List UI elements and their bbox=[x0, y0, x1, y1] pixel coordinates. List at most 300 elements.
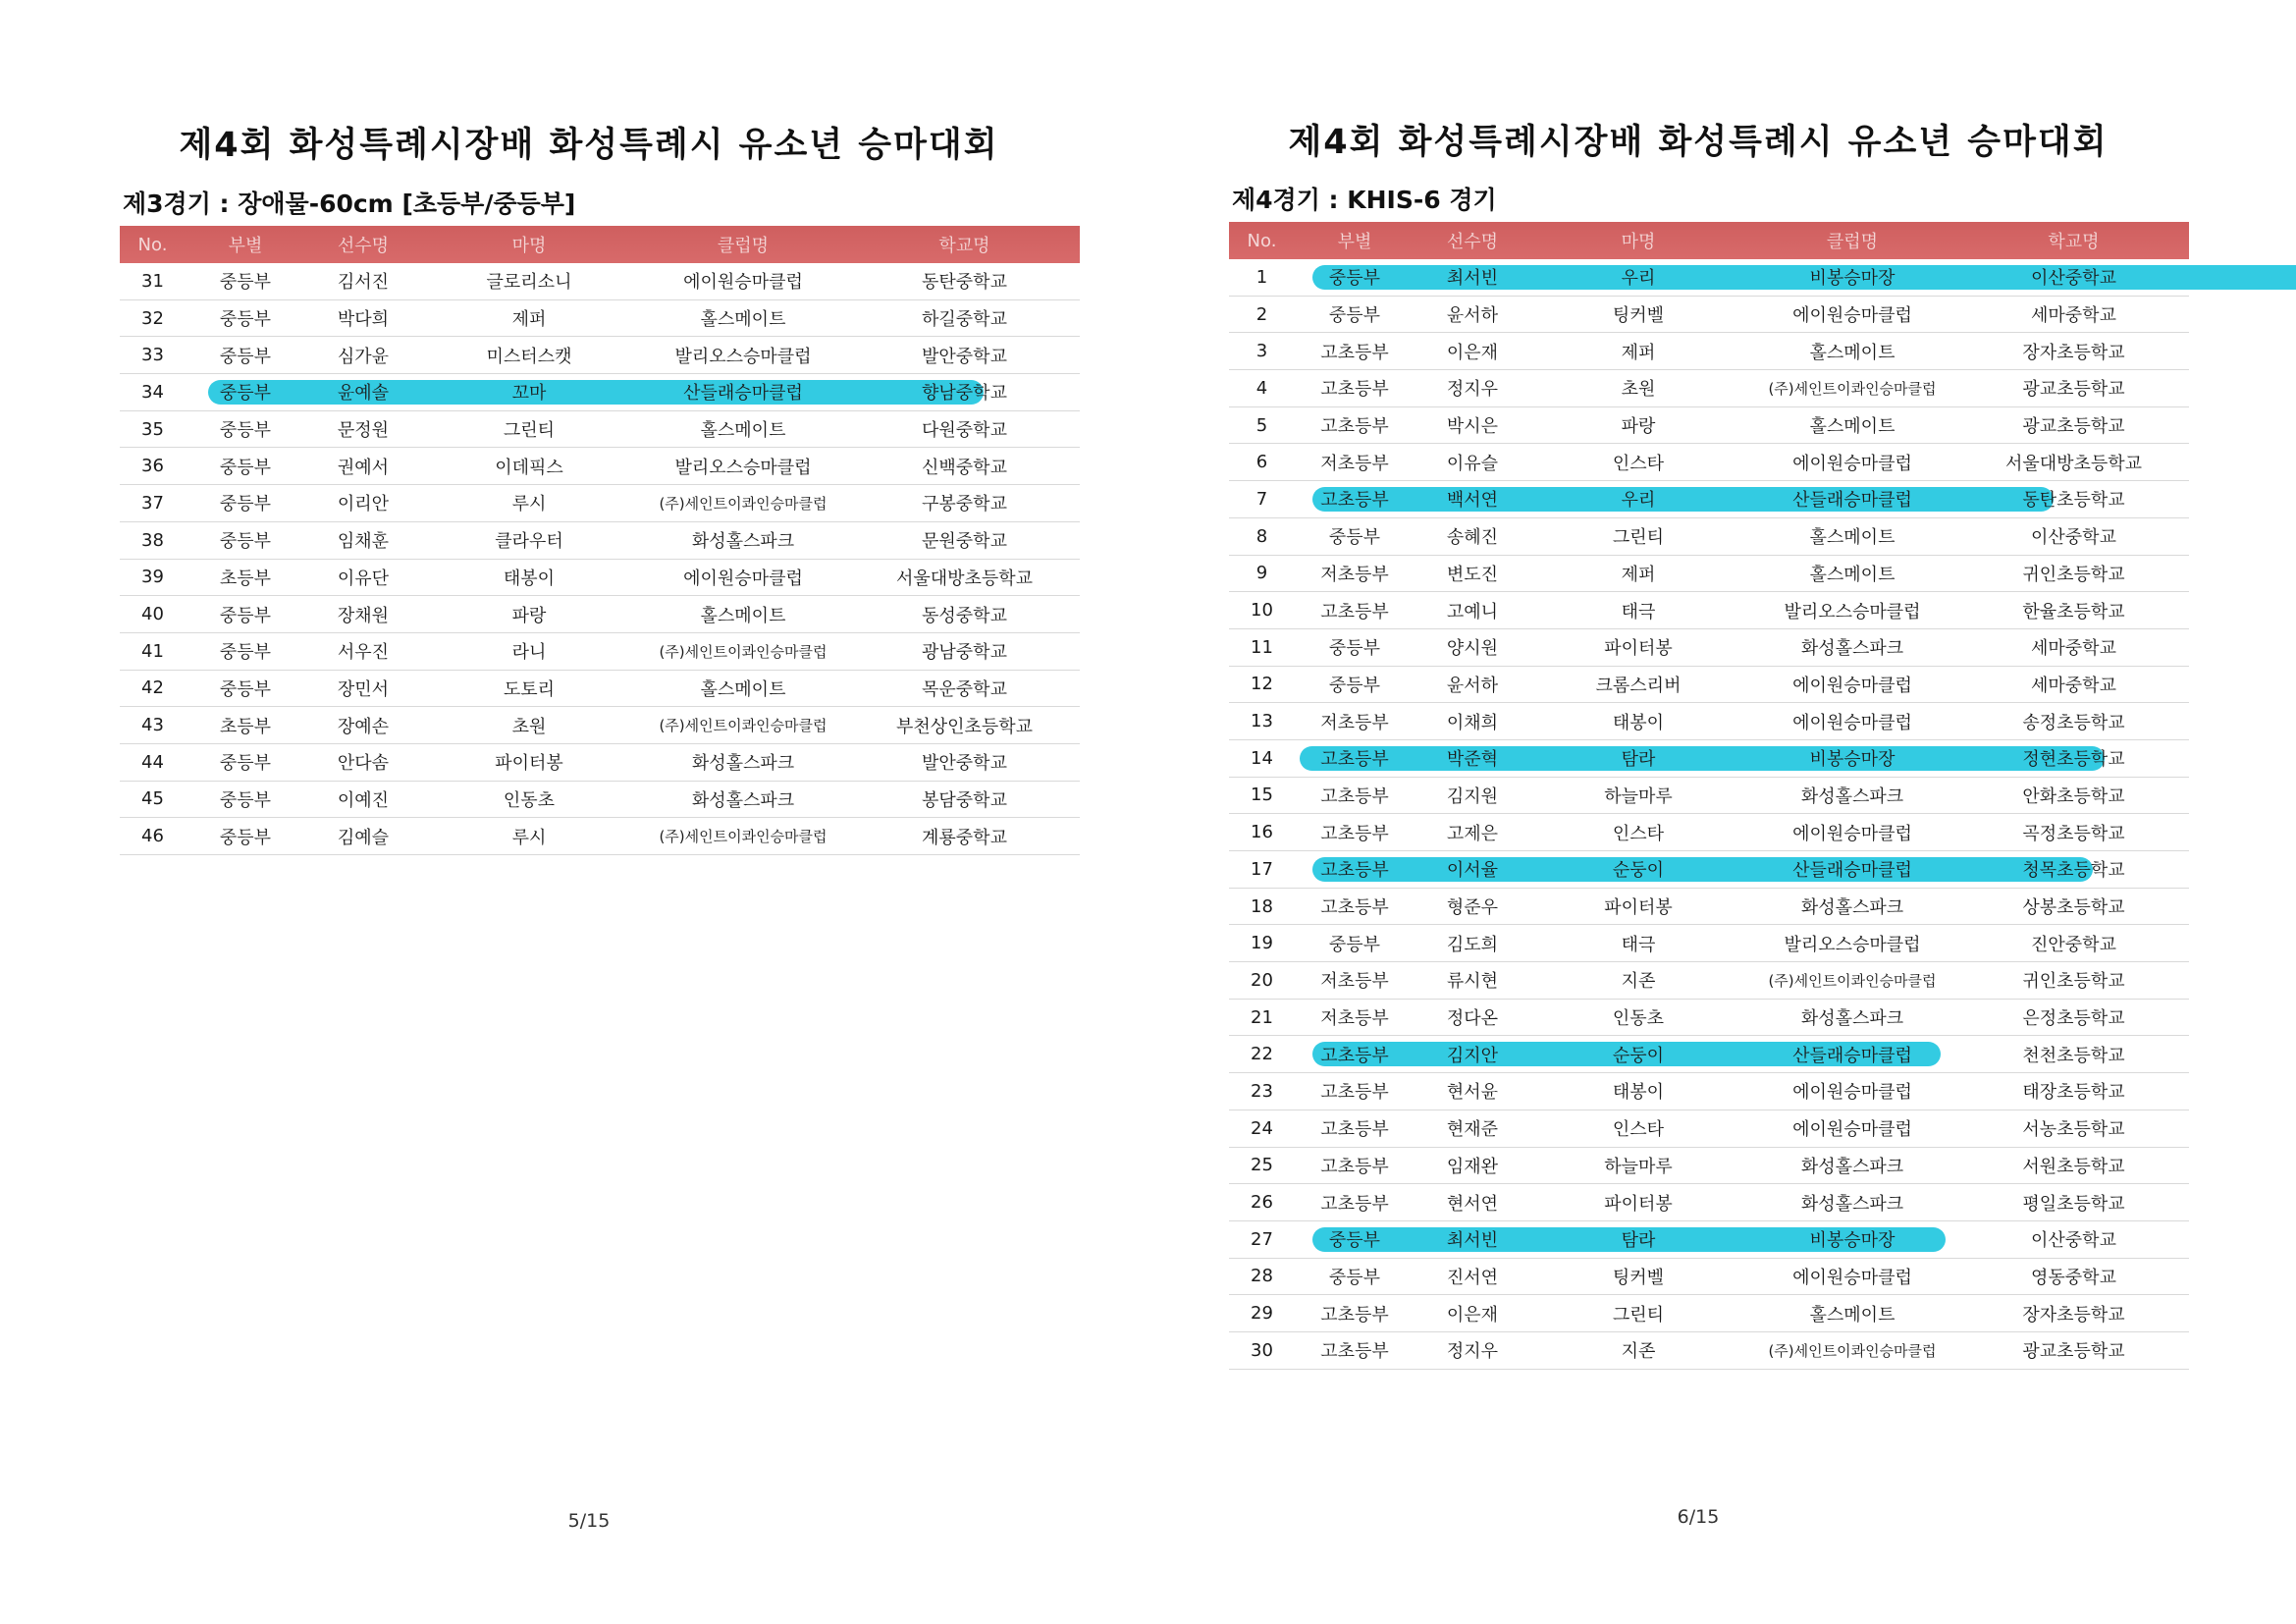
table-row bbox=[1229, 778, 2189, 815]
cell-club: 에이원승마클럽 bbox=[1792, 305, 1912, 327]
cell-club: 산들래승마클럽 bbox=[1792, 490, 1912, 512]
cell-no: 14 bbox=[1251, 747, 1273, 769]
cell-school: 이산중학교 bbox=[2031, 1230, 2116, 1252]
cell-club: 홀스메이트 bbox=[1809, 342, 1896, 363]
cell-horse: 태극 bbox=[1621, 934, 1656, 955]
table-row bbox=[1229, 556, 2189, 593]
cell-no: 40 bbox=[141, 604, 164, 625]
table-row bbox=[120, 374, 1080, 411]
cell-rider: 형준우 bbox=[1446, 897, 1499, 919]
section-title: 제4경기 : KHIS-6 경기 bbox=[1232, 186, 1497, 214]
cell-school: 진안중학교 bbox=[2031, 934, 2116, 955]
cell-no: 5 bbox=[1255, 414, 1268, 436]
table-row bbox=[120, 485, 1080, 522]
cell-no: 23 bbox=[1251, 1080, 1273, 1102]
cell-rider: 양시원 bbox=[1446, 638, 1499, 660]
cell-division: 중등부 bbox=[1328, 268, 1381, 290]
cell-club: 화성홀스파크 bbox=[1800, 1156, 1904, 1177]
cell-club: 홀스메이트 bbox=[1809, 1304, 1896, 1326]
cell-school: 하길중학교 bbox=[922, 309, 1007, 331]
cell-no: 9 bbox=[1255, 563, 1268, 584]
cell-horse: 제퍼 bbox=[1621, 342, 1656, 363]
header-club: 클럽명 bbox=[717, 236, 770, 256]
table-row bbox=[1229, 1073, 2189, 1110]
cell-horse: 파이터봉 bbox=[1604, 1193, 1673, 1215]
table-row bbox=[1229, 925, 2189, 962]
table-row bbox=[1229, 1295, 2189, 1332]
cell-no: 3 bbox=[1255, 341, 1268, 362]
cell-school: 세마중학교 bbox=[2031, 638, 2116, 660]
cell-division: 고초등부 bbox=[1320, 416, 1389, 438]
cell-horse: 파이터봉 bbox=[495, 753, 563, 775]
cell-club: 화성홀스파크 bbox=[691, 531, 795, 553]
cell-club: 화성홀스파크 bbox=[1800, 897, 1904, 919]
cell-rider: 송혜진 bbox=[1446, 527, 1499, 549]
cell-club: 홀스메이트 bbox=[700, 420, 786, 442]
header-school: 학교명 bbox=[938, 236, 990, 256]
cell-division: 저초등부 bbox=[1320, 971, 1389, 993]
cell-horse: 파랑 bbox=[1621, 416, 1656, 438]
header-division: 부별 bbox=[228, 236, 263, 256]
cell-no: 43 bbox=[141, 715, 164, 736]
cell-division: 중등부 bbox=[219, 753, 272, 775]
cell-school: 안화초등학교 bbox=[2022, 785, 2125, 807]
document-title: 제4회 화성특례시장배 화성특례시 유소년 승마대회 bbox=[179, 126, 999, 165]
cell-rider: 최서빈 bbox=[1446, 1230, 1499, 1252]
cell-horse: 라니 bbox=[511, 642, 547, 664]
cell-no: 45 bbox=[141, 788, 164, 810]
table-row bbox=[1229, 1332, 2189, 1370]
table-body bbox=[1229, 259, 2189, 1370]
cell-club: 발리오스승마클럽 bbox=[1784, 934, 1921, 955]
cell-school: 구봉중학교 bbox=[922, 494, 1007, 515]
cell-school: 봉담중학교 bbox=[922, 789, 1007, 811]
cell-division: 고초등부 bbox=[1320, 342, 1389, 363]
cell-horse: 하늘마루 bbox=[1604, 785, 1673, 807]
section-title: 제3경기 : 장애물-60cm [초등부/중등부] bbox=[123, 189, 576, 218]
table-row bbox=[120, 300, 1080, 338]
table-row bbox=[1229, 667, 2189, 704]
cell-club: (주)세인트이콰인승마클럽 bbox=[659, 717, 828, 735]
cell-rider: 백서연 bbox=[1446, 490, 1499, 512]
cell-no: 15 bbox=[1251, 785, 1273, 806]
table-body bbox=[120, 263, 1080, 855]
cell-rider: 김도희 bbox=[1446, 934, 1499, 955]
table-row bbox=[1229, 370, 2189, 407]
table-row bbox=[1229, 1184, 2189, 1221]
cell-club: 화성홀스파크 bbox=[691, 753, 795, 775]
cell-horse: 인스타 bbox=[1612, 453, 1665, 474]
cell-rider: 고제은 bbox=[1446, 823, 1499, 844]
table-row bbox=[120, 633, 1080, 671]
cell-school: 송정초등학교 bbox=[2022, 712, 2125, 733]
document-title: 제4회 화성특례시장배 화성특례시 유소년 승마대회 bbox=[1288, 123, 2109, 162]
cell-horse: 우리 bbox=[1621, 268, 1656, 290]
cell-club: 에이원승마클럽 bbox=[1792, 823, 1912, 844]
cell-rider: 장예손 bbox=[337, 716, 390, 737]
cell-school: 광교초등학교 bbox=[2022, 416, 2125, 438]
cell-division: 고초등부 bbox=[1320, 1082, 1389, 1104]
cell-club: 에이원승마클럽 bbox=[1792, 1082, 1912, 1104]
cell-division: 고초등부 bbox=[1320, 823, 1389, 844]
cell-horse: 팅커벨 bbox=[1612, 1267, 1665, 1288]
cell-division: 중등부 bbox=[219, 309, 272, 331]
cell-school: 신백중학교 bbox=[922, 457, 1007, 478]
cell-horse: 인스타 bbox=[1612, 823, 1665, 844]
cell-school: 동성중학교 bbox=[922, 605, 1007, 626]
cell-rider: 이리안 bbox=[337, 494, 390, 515]
cell-division: 중등부 bbox=[219, 678, 272, 700]
cell-horse: 하늘마루 bbox=[1604, 1156, 1673, 1177]
cell-rider: 현재준 bbox=[1446, 1119, 1499, 1141]
table-row bbox=[120, 596, 1080, 633]
cell-rider: 정지우 bbox=[1446, 379, 1499, 401]
cell-division: 고초등부 bbox=[1320, 897, 1389, 919]
cell-no: 42 bbox=[141, 677, 164, 699]
cell-rider: 장채원 bbox=[337, 605, 390, 626]
header-horse: 마명 bbox=[1621, 232, 1656, 252]
cell-club: 화성홀스파크 bbox=[1800, 638, 1904, 660]
cell-rider: 이유단 bbox=[337, 568, 390, 589]
page-number: 5/15 bbox=[567, 1510, 611, 1532]
cell-rider: 박시은 bbox=[1446, 416, 1499, 438]
table-row bbox=[120, 522, 1080, 560]
cell-horse: 글로리소니 bbox=[486, 272, 572, 294]
cell-rider: 임재완 bbox=[1446, 1156, 1499, 1177]
cell-division: 중등부 bbox=[219, 494, 272, 515]
cell-school: 동탄중학교 bbox=[922, 272, 1007, 294]
entries-table bbox=[1229, 222, 2189, 1370]
cell-division: 중등부 bbox=[219, 272, 272, 294]
cell-division: 고초등부 bbox=[1320, 1156, 1389, 1177]
cell-no: 17 bbox=[1251, 858, 1273, 880]
cell-club: 발리오스승마클럽 bbox=[1784, 601, 1921, 623]
cell-school: 영동중학교 bbox=[2031, 1267, 2116, 1288]
cell-division: 고초등부 bbox=[1320, 860, 1389, 882]
cell-no: 2 bbox=[1255, 303, 1268, 325]
cell-school: 광남중학교 bbox=[922, 642, 1007, 664]
cell-division: 고초등부 bbox=[1320, 379, 1389, 401]
cell-division: 중등부 bbox=[1328, 527, 1381, 549]
cell-rider: 현서연 bbox=[1446, 1193, 1499, 1215]
cell-rider: 서우진 bbox=[337, 642, 390, 664]
table-row bbox=[1229, 851, 2189, 889]
table-row bbox=[1229, 259, 2189, 297]
table-row bbox=[120, 818, 1080, 855]
cell-school: 상봉초등학교 bbox=[2022, 897, 2125, 919]
header-horse: 마명 bbox=[511, 236, 547, 256]
cell-rider: 고예니 bbox=[1446, 601, 1499, 623]
cell-club: 에이원승마클럽 bbox=[683, 272, 803, 294]
cell-division: 중등부 bbox=[219, 531, 272, 553]
table-row bbox=[1229, 889, 2189, 926]
cell-no: 29 bbox=[1251, 1303, 1273, 1325]
cell-rider: 김지안 bbox=[1446, 1045, 1499, 1066]
cell-no: 21 bbox=[1251, 1006, 1273, 1028]
cell-club: 산들래승마클럽 bbox=[683, 383, 803, 405]
cell-school: 곡정초등학교 bbox=[2022, 823, 2125, 844]
table-row bbox=[120, 671, 1080, 708]
cell-rider: 이유슬 bbox=[1446, 453, 1499, 474]
cell-division: 중등부 bbox=[219, 383, 272, 405]
cell-division: 저초등부 bbox=[1320, 453, 1389, 474]
cell-school: 발안중학교 bbox=[922, 346, 1007, 367]
cell-horse: 탐라 bbox=[1621, 749, 1656, 771]
cell-club: 발리오스승마클럽 bbox=[674, 346, 812, 367]
cell-school: 서원초등학교 bbox=[2022, 1156, 2125, 1177]
cell-rider: 이채희 bbox=[1446, 712, 1499, 733]
cell-horse: 순둥이 bbox=[1612, 860, 1665, 882]
cell-school: 태장초등학교 bbox=[2022, 1082, 2125, 1104]
cell-horse: 그린티 bbox=[1612, 527, 1665, 549]
cell-horse: 미스터스캣 bbox=[486, 346, 572, 367]
table-row bbox=[120, 782, 1080, 819]
cell-horse: 우리 bbox=[1621, 490, 1656, 512]
cell-no: 13 bbox=[1251, 711, 1273, 732]
cell-rider: 진서연 bbox=[1446, 1267, 1499, 1288]
cell-no: 31 bbox=[141, 270, 164, 292]
cell-school: 은정초등학교 bbox=[2022, 1008, 2125, 1030]
cell-division: 중등부 bbox=[219, 605, 272, 626]
cell-division: 저초등부 bbox=[1320, 564, 1389, 585]
cell-school: 광교초등학교 bbox=[2022, 379, 2125, 401]
cell-horse: 인동초 bbox=[1612, 1008, 1665, 1030]
cell-no: 16 bbox=[1251, 822, 1273, 843]
cell-no: 37 bbox=[141, 492, 164, 514]
cell-division: 중등부 bbox=[219, 457, 272, 478]
cell-club: (주)세인트이콰인승마클럽 bbox=[659, 494, 828, 513]
cell-horse: 파이터봉 bbox=[1604, 897, 1673, 919]
cell-school: 부천상인초등학교 bbox=[895, 716, 1034, 737]
cell-rider: 권예서 bbox=[337, 457, 390, 478]
table-row bbox=[1229, 1221, 2189, 1259]
cell-school: 서농초등학교 bbox=[2022, 1119, 2125, 1141]
cell-no: 12 bbox=[1251, 674, 1273, 695]
cell-no: 44 bbox=[141, 751, 164, 773]
cell-no: 38 bbox=[141, 529, 164, 551]
table-row bbox=[1229, 407, 2189, 445]
cell-club: 화성홀스파크 bbox=[1800, 1008, 1904, 1030]
cell-club: (주)세인트이콰인승마클럽 bbox=[1768, 1341, 1937, 1360]
cell-no: 18 bbox=[1251, 895, 1273, 917]
cell-division: 중등부 bbox=[1328, 1267, 1381, 1288]
cell-club: 에이원승마클럽 bbox=[1792, 1119, 1912, 1141]
cell-rider: 심가윤 bbox=[337, 346, 390, 367]
cell-horse: 루시 bbox=[511, 827, 547, 848]
table-row bbox=[1229, 703, 2189, 740]
cell-horse: 지존 bbox=[1621, 971, 1656, 993]
cell-no: 1 bbox=[1255, 266, 1268, 288]
cell-rider: 최서빈 bbox=[1446, 268, 1499, 290]
cell-horse: 탐라 bbox=[1621, 1230, 1656, 1252]
table-row bbox=[1229, 629, 2189, 667]
cell-school: 장자초등학교 bbox=[2022, 1304, 2125, 1326]
cell-division: 중등부 bbox=[219, 789, 272, 811]
cell-school: 서울대방초등학교 bbox=[895, 568, 1034, 589]
cell-division: 중등부 bbox=[1328, 1230, 1381, 1252]
cell-no: 7 bbox=[1255, 488, 1268, 510]
cell-horse: 그린티 bbox=[1612, 1304, 1665, 1326]
cell-club: 비봉승마장 bbox=[1809, 1230, 1896, 1252]
table-row bbox=[1229, 297, 2189, 334]
cell-division: 중등부 bbox=[219, 642, 272, 664]
cell-horse: 이데픽스 bbox=[495, 457, 563, 478]
cell-horse: 태봉이 bbox=[503, 568, 556, 589]
cell-club: 비봉승마장 bbox=[1809, 749, 1896, 771]
cell-division: 중등부 bbox=[219, 420, 272, 442]
cell-school: 향남중학교 bbox=[922, 383, 1007, 405]
table-row bbox=[1229, 962, 2189, 1000]
cell-club: 비봉승마장 bbox=[1809, 268, 1896, 290]
cell-club: (주)세인트이콰인승마클럽 bbox=[659, 828, 828, 846]
cell-school: 계룡중학교 bbox=[922, 827, 1007, 848]
cell-horse: 태극 bbox=[1621, 601, 1656, 623]
cell-school: 평일초등학교 bbox=[2022, 1193, 2125, 1215]
cell-rider: 임채훈 bbox=[337, 531, 390, 553]
cell-rider: 이서율 bbox=[1446, 860, 1499, 882]
header-club: 클럽명 bbox=[1826, 232, 1879, 252]
cell-school: 정현초등학교 bbox=[2022, 749, 2125, 771]
cell-horse: 꼬마 bbox=[511, 383, 547, 405]
cell-rider: 이은재 bbox=[1446, 342, 1499, 363]
cell-club: 산들래승마클럽 bbox=[1792, 860, 1912, 882]
cell-horse: 도토리 bbox=[503, 678, 556, 700]
cell-division: 고초등부 bbox=[1320, 601, 1389, 623]
cell-horse: 파이터봉 bbox=[1604, 638, 1673, 660]
cell-no: 11 bbox=[1251, 636, 1273, 658]
cell-horse: 인동초 bbox=[503, 789, 556, 811]
table-row bbox=[1229, 1148, 2189, 1185]
cell-rider: 정다온 bbox=[1446, 1008, 1499, 1030]
cell-club: 에이원승마클럽 bbox=[1792, 1267, 1912, 1288]
cell-club: 화성홀스파크 bbox=[1800, 785, 1904, 807]
cell-no: 41 bbox=[141, 640, 164, 662]
cell-club: 홀스메이트 bbox=[1809, 564, 1896, 585]
table-row bbox=[120, 560, 1080, 597]
cell-no: 32 bbox=[141, 307, 164, 329]
cell-no: 28 bbox=[1251, 1266, 1273, 1287]
table-row bbox=[1229, 518, 2189, 556]
cell-school: 한율초등학교 bbox=[2022, 601, 2125, 623]
cell-school: 목운중학교 bbox=[922, 678, 1007, 700]
header-rider: 선수명 bbox=[337, 236, 390, 256]
cell-division: 고초등부 bbox=[1320, 749, 1389, 771]
cell-rider: 이은재 bbox=[1446, 1304, 1499, 1326]
cell-no: 34 bbox=[141, 381, 164, 403]
entries-table bbox=[120, 226, 1080, 855]
cell-club: 산들래승마클럽 bbox=[1792, 1045, 1912, 1066]
cell-rider: 안다솜 bbox=[337, 753, 390, 775]
table-row bbox=[120, 337, 1080, 374]
cell-school: 다원중학교 bbox=[922, 420, 1007, 442]
cell-horse: 초원 bbox=[1621, 379, 1656, 401]
page-6 bbox=[1207, 0, 2248, 1624]
cell-club: (주)세인트이콰인승마클럽 bbox=[1768, 971, 1937, 990]
table-row bbox=[1229, 1036, 2189, 1073]
cell-horse: 클라우터 bbox=[495, 531, 563, 553]
cell-school: 이산중학교 bbox=[2031, 527, 2116, 549]
cell-no: 22 bbox=[1251, 1044, 1273, 1065]
cell-no: 20 bbox=[1251, 969, 1273, 991]
cell-division: 고초등부 bbox=[1320, 1045, 1389, 1066]
cell-no: 46 bbox=[141, 826, 164, 847]
cell-horse: 팅커벨 bbox=[1612, 305, 1665, 327]
table-row bbox=[1229, 481, 2189, 518]
cell-club: 에이원승마클럽 bbox=[683, 568, 803, 589]
cell-horse: 태봉이 bbox=[1612, 1082, 1665, 1104]
table-row bbox=[120, 744, 1080, 782]
cell-rider: 이예진 bbox=[337, 789, 390, 811]
cell-rider: 윤서하 bbox=[1446, 305, 1499, 327]
cell-club: 홀스메이트 bbox=[700, 309, 786, 331]
cell-no: 4 bbox=[1255, 377, 1268, 399]
cell-no: 8 bbox=[1255, 525, 1268, 547]
cell-division: 중등부 bbox=[1328, 675, 1381, 696]
cell-no: 19 bbox=[1251, 933, 1273, 954]
cell-division: 고초등부 bbox=[1320, 490, 1389, 512]
cell-rider: 김서진 bbox=[337, 272, 390, 294]
table-row bbox=[120, 448, 1080, 485]
cell-rider: 윤서하 bbox=[1446, 675, 1499, 696]
table-row bbox=[1229, 814, 2189, 851]
cell-rider: 김지원 bbox=[1446, 785, 1499, 807]
cell-school: 귀인초등학교 bbox=[2022, 971, 2125, 993]
cell-rider: 윤예솔 bbox=[337, 383, 390, 405]
cell-club: 에이원승마클럽 bbox=[1792, 712, 1912, 733]
cell-school: 발안중학교 bbox=[922, 753, 1007, 775]
cell-school: 광교초등학교 bbox=[2022, 1341, 2125, 1363]
cell-horse: 지존 bbox=[1621, 1341, 1656, 1363]
cell-club: (주)세인트이콰인승마클럽 bbox=[1768, 379, 1937, 398]
table-row bbox=[1229, 740, 2189, 778]
table-row bbox=[1229, 1259, 2189, 1296]
cell-club: 홀스메이트 bbox=[700, 678, 786, 700]
cell-division: 고초등부 bbox=[1320, 1304, 1389, 1326]
cell-school: 세마중학교 bbox=[2031, 305, 2116, 327]
table-row bbox=[120, 411, 1080, 449]
cell-school: 청목초등학교 bbox=[2022, 860, 2125, 882]
cell-division: 초등부 bbox=[219, 568, 272, 589]
cell-no: 24 bbox=[1251, 1117, 1273, 1139]
cell-horse: 초원 bbox=[511, 716, 547, 737]
cell-horse: 그린티 bbox=[503, 420, 556, 442]
cell-club: 발리오스승마클럽 bbox=[674, 457, 812, 478]
cell-division: 고초등부 bbox=[1320, 785, 1389, 807]
cell-school: 동탄초등학교 bbox=[2022, 490, 2125, 512]
table-row bbox=[1229, 592, 2189, 629]
cell-school: 귀인초등학교 bbox=[2022, 564, 2125, 585]
cell-division: 초등부 bbox=[219, 716, 272, 737]
cell-rider: 정지우 bbox=[1446, 1341, 1499, 1363]
table-row bbox=[120, 707, 1080, 744]
cell-club: 홀스메이트 bbox=[1809, 416, 1896, 438]
cell-school: 세마중학교 bbox=[2031, 675, 2116, 696]
cell-no: 35 bbox=[141, 418, 164, 440]
cell-no: 6 bbox=[1255, 452, 1268, 473]
cell-club: 화성홀스파크 bbox=[691, 789, 795, 811]
cell-division: 중등부 bbox=[1328, 638, 1381, 660]
cell-school: 천천초등학교 bbox=[2022, 1045, 2125, 1066]
cell-division: 중등부 bbox=[1328, 934, 1381, 955]
cell-division: 저초등부 bbox=[1320, 712, 1389, 733]
cell-school: 서울대방초등학교 bbox=[2004, 453, 2143, 474]
header-rider: 선수명 bbox=[1446, 232, 1499, 252]
header-division: 부별 bbox=[1337, 232, 1372, 252]
cell-rider: 변도진 bbox=[1446, 564, 1499, 585]
cell-rider: 장민서 bbox=[337, 678, 390, 700]
cell-horse: 인스타 bbox=[1612, 1119, 1665, 1141]
table-row bbox=[1229, 1110, 2189, 1148]
